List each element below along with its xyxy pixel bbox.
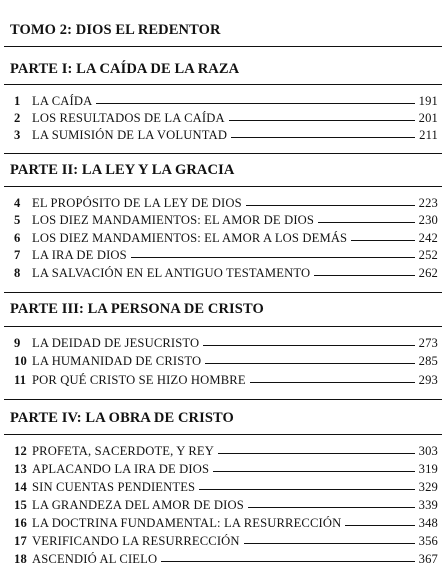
leader-line [250,382,415,383]
entry-number: 9 [14,336,21,350]
entry-number: 7 [14,248,21,262]
entry-title: LA SALVACIÓN EN EL ANTIGUO TESTAMENTO [32,266,311,280]
toc-entry [14,480,438,498]
toc-entry [14,266,438,284]
toc-entry [14,516,438,534]
entry-number: 18 [14,552,27,566]
leader-line [161,561,414,562]
toc-entry [14,231,438,249]
part-heading: PARTE I: LA CAÍDA DE LA RAZA [10,61,240,77]
volume-title: TOMO 2: DIOS EL REDENTOR [10,22,221,38]
entry-title: LA IRA DE DIOS [32,248,127,262]
leader-line [205,363,414,364]
toc-entry [14,128,438,146]
toc-entry [14,552,438,570]
entry-number: 17 [14,534,27,548]
entry-title: LA HUMANIDAD DE CRISTO [32,354,202,368]
leader-line [96,103,414,104]
entry-title: VERIFICANDO LA RESURRECCIÓN [32,534,240,548]
entry-page: 242 [418,231,438,245]
toc-entry [14,444,438,462]
leader-line [213,471,415,472]
part-heading: PARTE IV: LA OBRA DE CRISTO [10,410,234,426]
entry-number: 8 [14,266,21,280]
entry-page: 191 [418,94,438,108]
entry-number: 15 [14,498,27,512]
toc-entry [14,213,438,231]
divider [4,153,442,154]
entry-title: EL PROPÓSITO DE LA LEY DE DIOS [32,196,242,210]
divider [4,46,442,47]
toc-entry [14,462,438,480]
toc-entry [14,354,438,372]
toc-entry [14,336,438,354]
entry-page: 329 [418,480,438,494]
entry-title: LOS DIEZ MANDAMIENTOS: EL AMOR DE DIOS [32,213,315,227]
entry-number: 4 [14,196,21,210]
entry-number: 11 [14,373,27,387]
entry-title: SIN CUENTAS PENDIENTES [32,480,196,494]
entry-number: 13 [14,462,27,476]
divider [4,84,442,85]
entry-page: 367 [418,552,438,566]
entry-number: 6 [14,231,21,245]
entry-page: 252 [418,248,438,262]
entry-title: POR QUÉ CRISTO SE HIZO HOMBRE [32,373,246,387]
entry-number: 2 [14,111,21,125]
entry-page: 285 [418,354,438,368]
entry-page: 356 [418,534,438,548]
leader-line [244,543,415,544]
entry-title: PROFETA, SACERDOTE, Y REY [32,444,214,458]
part-heading: PARTE III: LA PERSONA DE CRISTO [10,301,264,317]
entry-page: 211 [419,128,438,142]
entry-number: 16 [14,516,27,530]
entry-page: 201 [418,111,438,125]
divider [4,326,442,327]
entry-page: 348 [418,516,438,530]
toc-entry [14,373,438,391]
leader-line [314,275,414,276]
toc-entry [14,111,438,129]
leader-line [318,222,415,223]
entry-page: 303 [418,444,438,458]
leader-line [248,507,415,508]
entry-page: 293 [418,373,438,387]
divider [4,434,442,435]
leader-line [203,345,414,346]
part-heading: PARTE II: LA LEY Y LA GRACIA [10,162,235,178]
entry-title: LA SUMISIÓN DE LA VOLUNTAD [32,128,228,142]
toc-entry [14,94,438,112]
entry-title: ASCENDIÓ AL CIELO [32,552,158,566]
toc-entry [14,248,438,266]
entry-page: 230 [418,213,438,227]
entry-title: LOS DIEZ MANDAMIENTOS: EL AMOR A LOS DEMÁS [32,231,348,245]
leader-line [351,240,414,241]
leader-line [218,453,415,454]
entry-title: LA GRANDEZA DEL AMOR DE DIOS [32,498,244,512]
leader-line [131,257,415,258]
entry-title: LA DOCTRINA FUNDAMENTAL: LA RESURRECCIÓN [32,516,342,530]
entry-number: 14 [14,480,27,494]
entry-page: 339 [418,498,438,512]
leader-line [199,489,414,490]
entry-page: 262 [418,266,438,280]
entry-number: 12 [14,444,27,458]
leader-line [345,525,414,526]
entry-number: 3 [14,128,21,142]
entry-page: 319 [418,462,438,476]
leader-line [229,120,415,121]
entry-number: 5 [14,213,21,227]
entry-title: LA CAÍDA [32,94,93,108]
entry-title: LA DEIDAD DE JESUCRISTO [32,336,200,350]
leader-line [246,205,415,206]
entry-title: LOS RESULTADOS DE LA CAÍDA [32,111,225,125]
entry-number: 1 [14,94,21,108]
entry-page: 273 [418,336,438,350]
entry-page: 223 [418,196,438,210]
toc-entry [14,534,438,552]
entry-number: 10 [14,354,27,368]
toc-entry [14,196,438,214]
divider [4,186,442,187]
toc-entry [14,498,438,516]
leader-line [231,137,415,138]
divider [4,292,442,293]
entry-title: APLACANDO LA IRA DE DIOS [32,462,210,476]
divider [4,399,442,400]
